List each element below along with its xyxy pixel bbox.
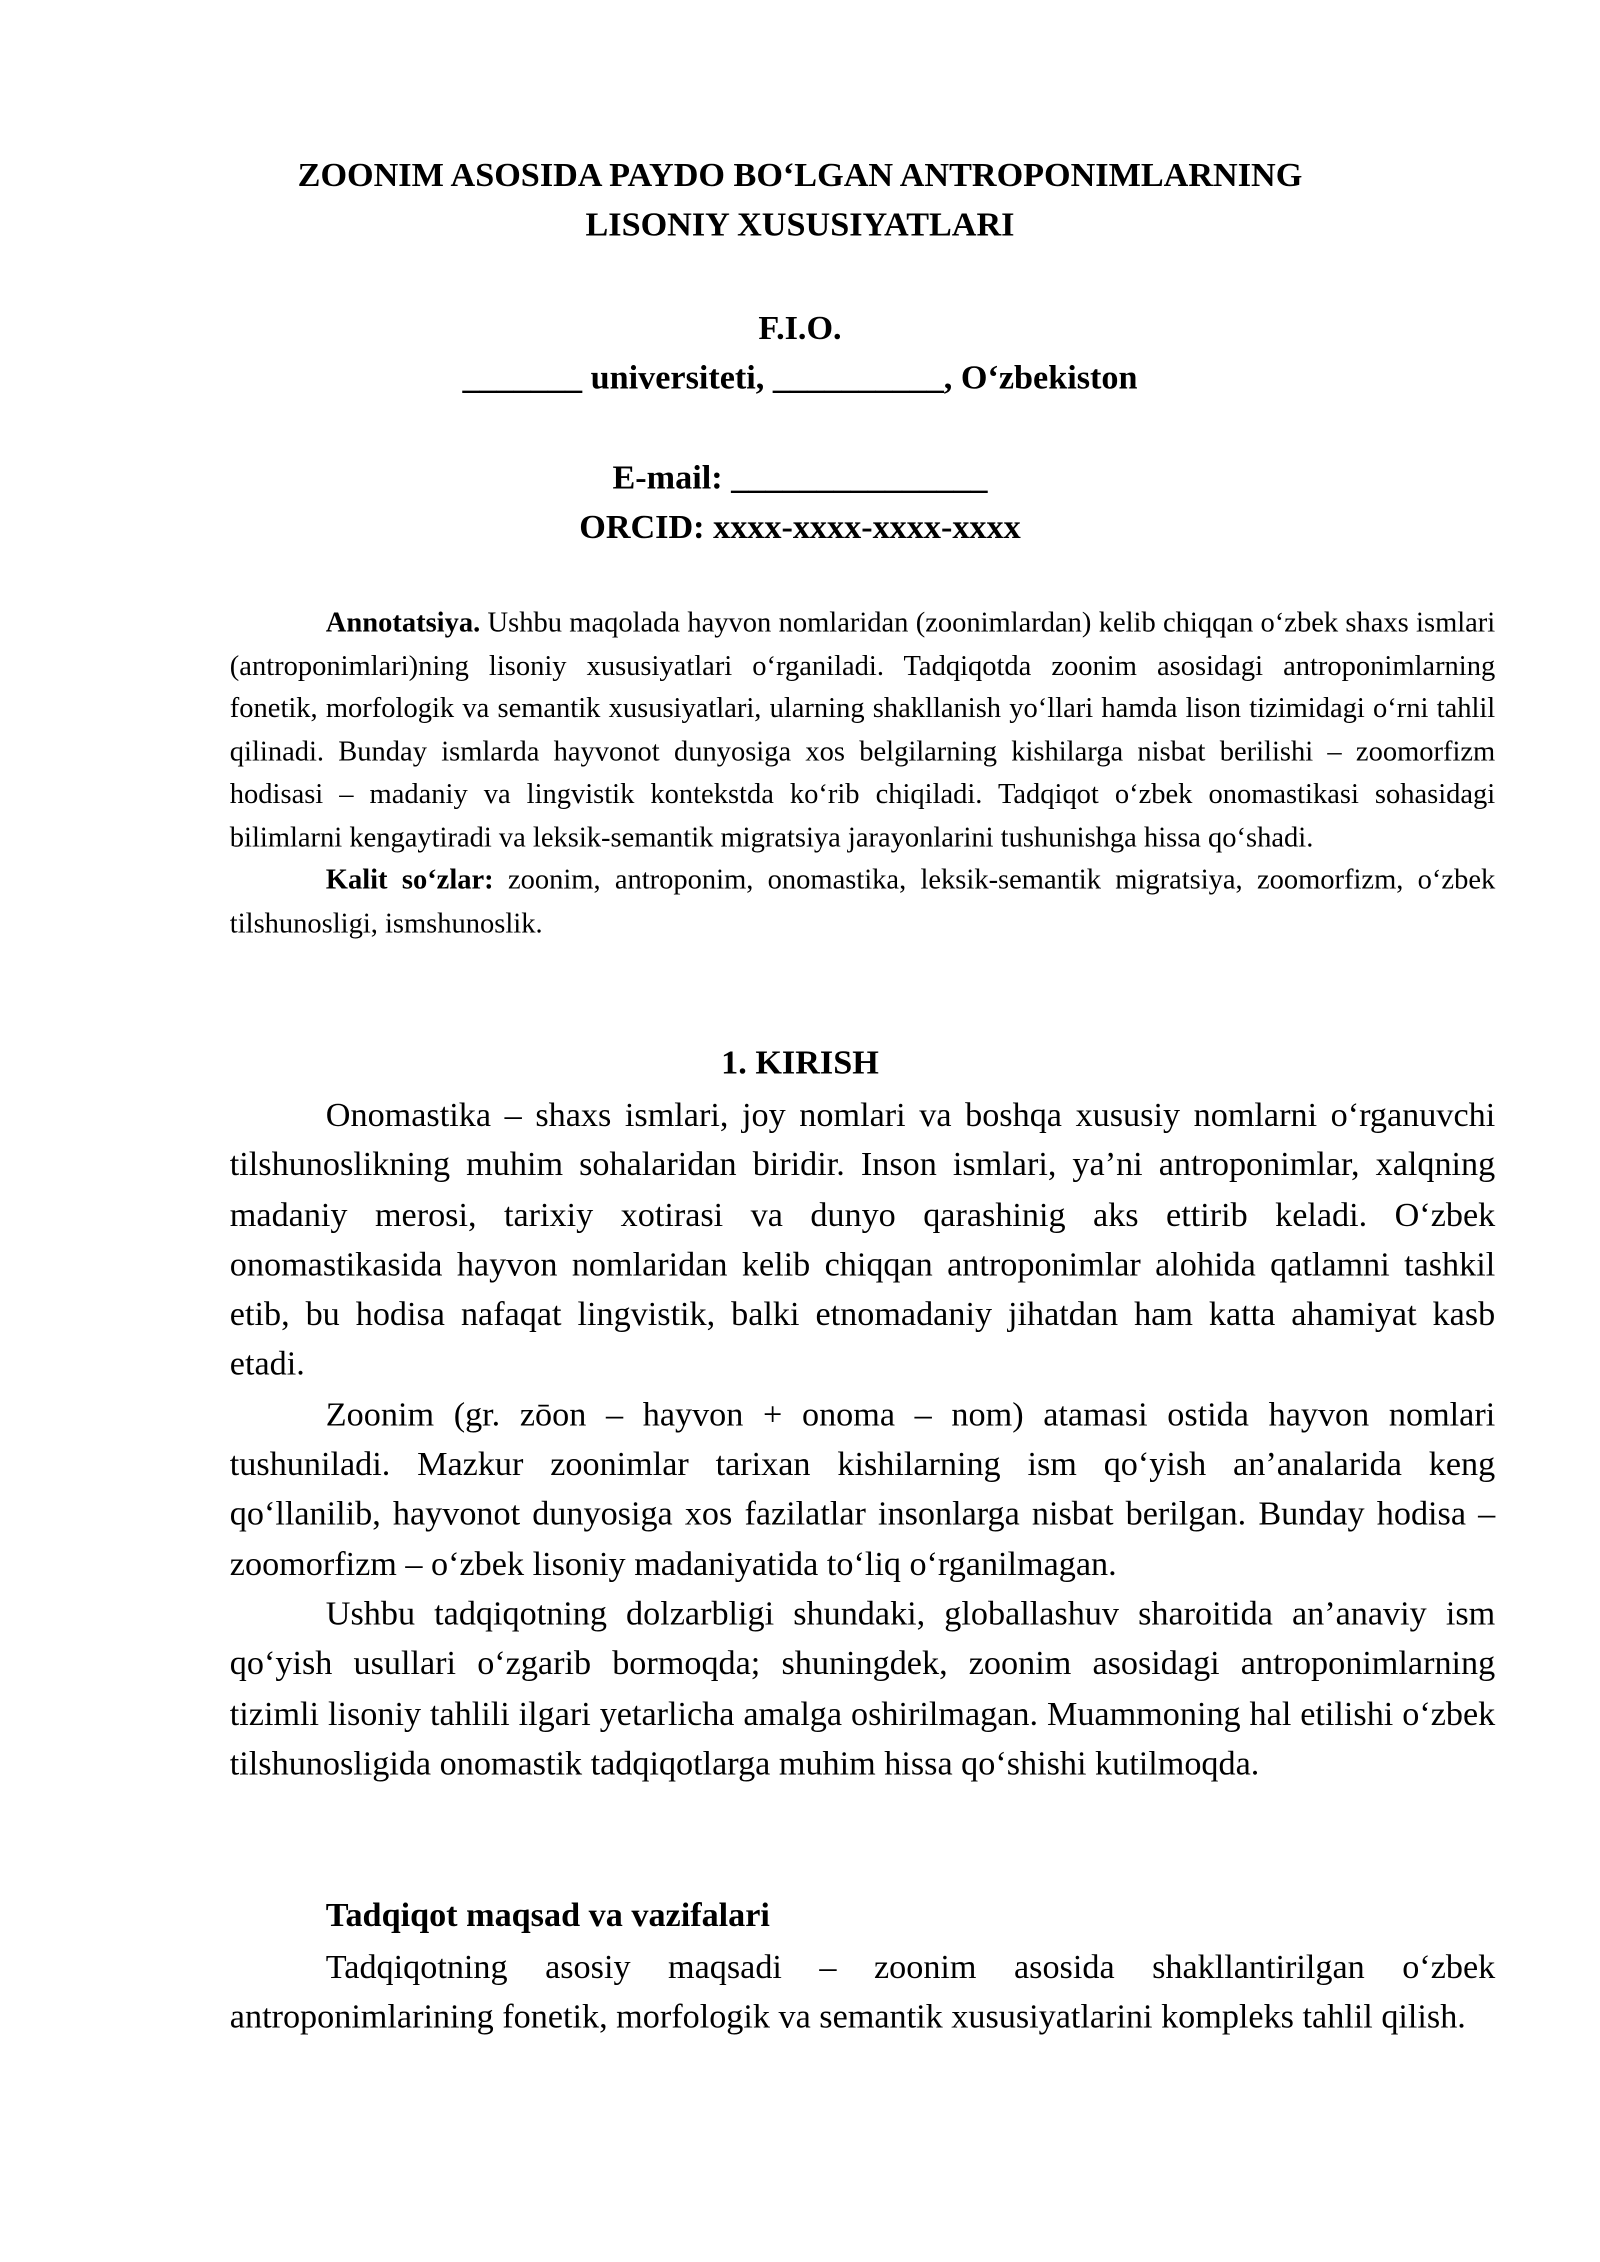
section-heading-maqsad: Tadqiqot maqsad va vazifalari [325,1896,770,1935]
author-fio: F.I.O. [758,309,842,348]
article-title [0,151,1600,250]
abstract-paragraph [230,602,1495,859]
abstract-text: Ushbu maqolada hayvon nomlaridan (zoonimlardan) kelib chiqqan o‘zbek shaxs ismlari (antroponimlari)ning lisoniy xususiyatlari o‘rganiladi. Tadqiqotda zoonim asosidagi antroponimlarning fonetik, morfologik va semantik xususiyatlari, ularning shakllanish yo‘llari hamda lison tizimidagi o‘rni tahlil qilinadi. Bunday ismlarda hayvonot dunyosiga xos belgilarning kishilarga nisbat berilishi – zoomorfizm hodisasi – madaniy va lingvistik kontekstda ko‘rib chiqiladi. Tadqiqot o‘zbek onomastikasi sohasidagi bilimlarni kengaytiradi va leksik-semantik migratsiya jarayonlarini tushunishga hissa qo‘shadi. [229,607,1496,854]
section-2-body [230,1943,1495,2043]
body-paragraph: Ushbu tadqiqotning dolzarbligi shundaki, globallashuv sharoitida an’anaviy ism qo‘yish usullari o‘zgarib bormoqda; shuningdek, zoonim asosidagi antroponimlarning tizimli lisoniy tahlili ilgari yetarlicha amalga oshirilmagan. Muammoning hal etilishi o‘zbek tilshunosligida onomastik tadqiqotlarga muhim hissa qo‘shishi kutilmoqda. [229,1595,1496,1784]
abstract-block [230,602,1495,945]
author-affiliation: _______ universiteti, __________, O‘zbekiston [462,359,1138,398]
author-orcid: ORCID: xxxx-xxxx-xxxx-xxxx [579,509,1021,547]
title-line-2: LISONIY XUSUSIYATLARI [585,206,1015,245]
section-heading-kirish: 1. KIRISH [721,1044,879,1083]
keywords-label: Kalit so‘zlar: [325,865,494,896]
keywords-text: zoonim, antroponim, onomastika, leksik-semantik migratsiya, zoomorfizm, o‘zbek tilshunosligi, ismshunoslik. [229,865,1496,939]
body-paragraph: Zoonim (gr. zōon – hayvon + onoma – nom) atamasi ostida hayvon nomlari tushuniladi. Mazkur zoonimlar tarixan kishilarning ism qo‘yish an’analarida keng qo‘llanilib, hayvonot dunyosiga xos fazilatlar insonlarga nisbat berilgan. Bunday hodisa – zoomorfizm – o‘zbek lisoniy madaniyatida to‘liq o‘rganilmagan. [229,1396,1496,1584]
body-paragraph: Onomastika – shaxs ismlari, joy nomlari va boshqa xususiy nomlarni o‘rganuvchi tilshunoslikning muhim sohalaridan biridir. Inson ismlari, ya’ni antroponimlar, xalqning madaniy merosi, tarixiy xotirasi va dunyo qarashinig aks ettirib keladi. O‘zbek onomastikasida hayvon nomlaridan kelib chiqqan antroponimlar alohida qatlamni tashkil etib, bu hodisa nafaqat lingvistik, balki etnomadaniy jihatdan ham katta ahamiyat kasb etadi. [229,1096,1496,1384]
abstract-label: Annotatsiya. [325,607,481,639]
body-paragraph: Tadqiqotning asosiy maqsadi – zoonim asosida shakllantirilgan o‘zbek antroponimlarining fonetik, morfologik va semantik xususiyatlarini kompleks tahlil qilish. [229,1949,1496,2037]
section-1-body [230,1091,1495,1789]
keywords-paragraph [230,860,1495,946]
title-line-1: ZOONIM ASOSIDA PAYDO BO‘LGAN ANTROPONIMLARNING [297,157,1303,195]
author-email: E-mail: _______________ [612,459,988,498]
